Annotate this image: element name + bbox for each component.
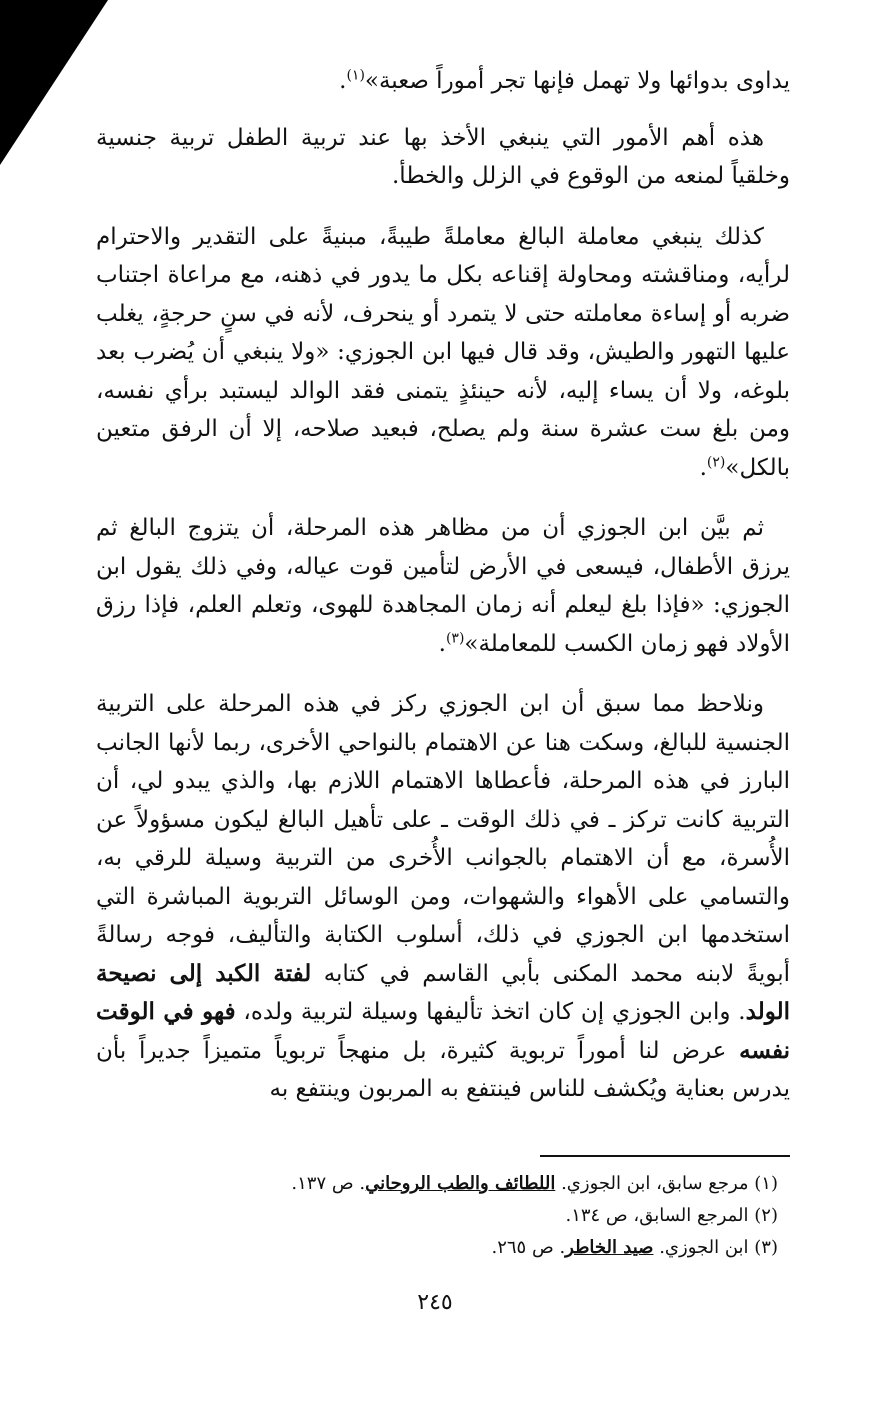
footnote-marker: (١) [754, 1173, 778, 1194]
bold-phrase: فهو في الوقت نفسه [96, 998, 791, 1064]
footnote-3: (٣) ابن الجوزي. صيد الخاطر. ص ٢٦٥. [491, 1237, 778, 1258]
paragraph-4: ثم بيَّن ابن الجوزي أن من مظاهر هذه المرحلة، أن يتزوج البالغ ثم يرزق الأطفال، فيسعى في الأرض لتأمين قوت عياله، وفي ذلك يقول ابن الجوزي: «فإذا بلغ ليعلم أنه زمان المجاهدة للهوى، وتعلم العلم، فإذا رزق الأولاد فهو زمان الكسب للمعاملة»$^{(٣)}$. [96, 515, 790, 657]
paragraph-3: كذلك ينبغي معاملة البالغ معاملةً طيبةً، مبنيةً على التقدير والاحترام لرأيه، ومناقشته ومحاولة إقناعه بكل ما يدور في ذهنه، مع مراعاة اجتناب ضربه أو إساءة معاملته حتى لا يتمرد أو ينحرف، لأنه في سنٍ حرجةٍ، يغلب عليها التهور والطيش، وقد قال فيها ابن الجوزي: «ولا ينبغي أن يُضرب بعد بلوغه، ولا أن يساء إليه، لأنه حينئذٍ يتمنى فقد الوالد ليستبد برأي نفسه، ومن بلغ ست عشرة سنة ولم يصلح، فبعيد صلاحه، إلا أن الرفق متعين بالكل»$^{(٢)}$. [96, 223, 790, 481]
footnote-ref-2[interactable]: (٢) [706, 453, 726, 470]
page-body [96, 62, 790, 1109]
paragraph-5: ونلاحظ مما سبق أن ابن الجوزي ركز في هذه المرحلة على التربية الجنسية للبالغ، وسكت هنا عن الاهتمام بالنواحي الأخرى، ربما لأنها الجانب البارز في هذه المرحلة، فأعطاها الاهتمام اللازم بها، والذي يبدو لي، أن التربية كانت تركز ـ في ذلك الوقت ـ على تأهيل البالغ ليكون مسؤولاً عن الأُسرة، مع أن الاهتمام بالجوانب الأُخرى من التربية وسيلة للرقي به، والتسامي على الأهواء والشهوات، ومن الوسائل التربوية المباشرة التي استخدمها ابن الجوزي في ذلك، أسلوب الكتابة والتأليف، فوجه رسالةً أبويةً لابنه محمد المكنى بأبي القاسم في كتابه لفتة الكبد إلى نصيحة الولد. وابن الجوزي إن كان اتخذ تأليفها وسيلة لتربية ولده، فهو في الوقت نفسه عرض لنا أموراً تربوية كثيرة، بل منهجاً تربوياً متميزاً جديراً بأن يدرس بعناية ويُكشف للناس فينتفع به المربون وينتفع به [96, 691, 791, 1102]
scan-corner-mark [0, 0, 108, 165]
footnote-divider [540, 1155, 790, 1157]
paragraph-2: هذه أهم الأمور التي ينبغي الأخذ بها عند تربية الطفل تربية جنسية وخلقياً لمنعه من الوقوع في الزلل والخطأ. [96, 124, 790, 189]
footnote-marker: (٢) [754, 1205, 778, 1226]
footnote-2: (٢) المرجع السابق، ص ١٣٤. [565, 1205, 778, 1226]
footnote-ref-3[interactable]: (٣) [445, 629, 465, 646]
footnote-1: (١) مرجع سابق، ابن الجوزي. اللطائف والطب الروحاني. ص ١٣٧. [291, 1173, 778, 1194]
page-number: ٢٤٥ [417, 1290, 453, 1315]
footnote-ref-1[interactable]: (١) [346, 67, 365, 84]
paragraph-1: يداوى بدوائها ولا تهمل فإنها تجر أموراً صعبة»$^{(١)}$. [339, 67, 790, 94]
book-title: لفتة الكبد إلى نصيحة الولد [96, 959, 790, 1025]
footnote-book-title: اللطائف والطب الروحاني [365, 1173, 556, 1194]
footnote-marker: (٣) [754, 1237, 778, 1258]
footnotes [160, 1168, 778, 1264]
footnote-book-title: صيد الخاطر [565, 1237, 654, 1258]
